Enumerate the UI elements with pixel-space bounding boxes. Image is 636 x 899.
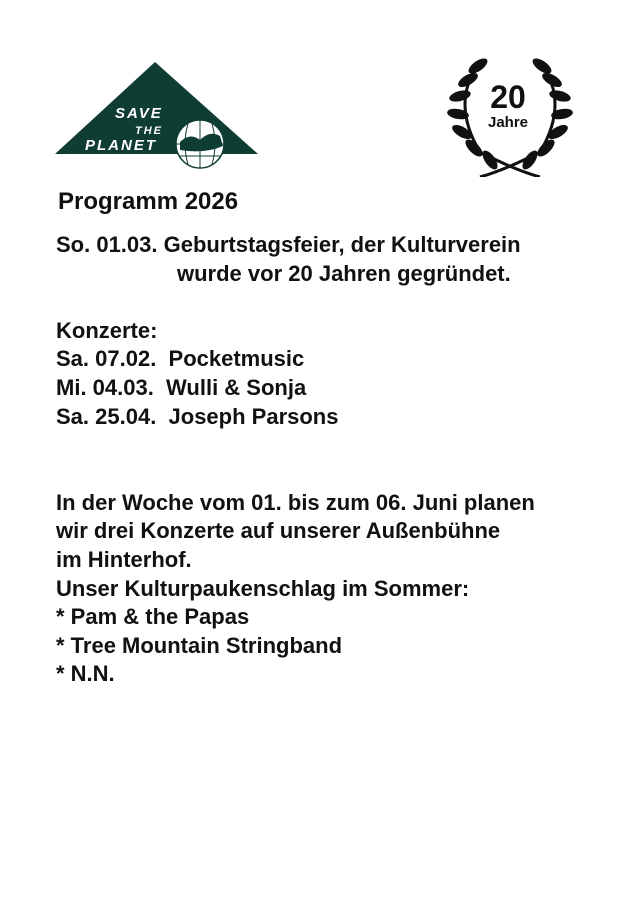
anniversary-number: 20 [490,79,526,115]
globe-icon [176,120,224,168]
birthday-line-1: So. 01.03. Geburtstagsfeier, der Kulturverein [56,232,521,257]
svg-text:PLANET: PLANET [85,137,157,154]
save-the-planet-logo [55,62,260,172]
concert-item: Sa. 07.02. Pocketmusic [56,346,305,371]
summer-act: * Pam & the Papas [56,604,250,629]
anniversary-wreath [440,52,580,177]
page-title: Programm 2026 [58,188,239,215]
summer-text-line: im Hinterhof. [56,547,192,572]
concert-item: Mi. 04.03. Wulli & Sonja [56,375,307,400]
summer-text-line: wir drei Konzerte auf unserer Außenbühne [56,518,501,543]
summer-text-line: Unser Kulturpaukenschlag im Sommer: [56,576,470,601]
svg-text:SAVE: SAVE [115,105,163,122]
summer-act: * N.N. [56,661,115,686]
birthday-line-2: wurde vor 20 Jahren gegründet. [177,261,511,286]
concerts-heading: Konzerte: [56,318,158,343]
svg-text:THE: THE [135,125,163,137]
concert-item: Sa. 25.04. Joseph Parsons [56,404,339,429]
summer-text-line: In der Woche vom 01. bis zum 06. Juni planen [56,490,535,515]
anniversary-label: Jahre [487,114,529,131]
summer-act: * Tree Mountain Stringband [56,633,343,658]
